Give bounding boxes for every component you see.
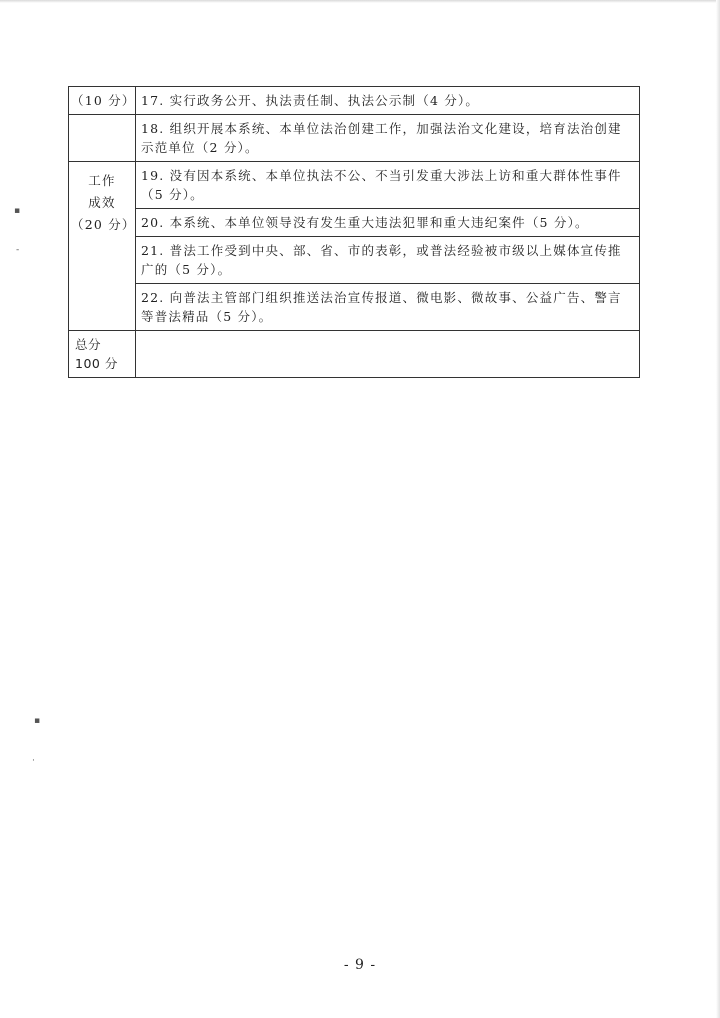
category-cell-empty <box>69 115 136 162</box>
score-table <box>68 86 640 378</box>
category-score: （20 分） <box>71 217 136 232</box>
table-row <box>69 87 640 115</box>
item-cell: 17. 实行政务公开、执法责任制、执法公示制（4 分）。 <box>136 87 640 115</box>
category-label-line: 成效 <box>88 195 116 210</box>
total-label: 总分 <box>75 337 102 352</box>
scan-speck: · <box>32 756 35 766</box>
page-top-edge <box>0 0 720 3</box>
page-right-edge <box>716 0 720 1018</box>
item-cell: 22. 向普法主管部门组织推送法治宣传报道、微电影、微故事、公益广告、警言等普法精品（5 分）。 <box>136 284 640 331</box>
total-row <box>69 331 640 378</box>
scan-speck: ▪ <box>14 206 21 216</box>
item-cell: 20. 本系统、本单位领导没有发生重大违法犯罪和重大违纪案件（5 分）。 <box>136 209 640 237</box>
table-row <box>69 284 640 331</box>
page-number: - 9 - <box>343 957 377 973</box>
table-row <box>69 162 640 209</box>
item-cell: 19. 没有因本系统、本单位执法不公、不当引发重大涉法上访和重大群体性事件（5 分）。 <box>136 162 640 209</box>
category-label: （10 分） <box>71 93 136 108</box>
scan-speck: - <box>16 245 20 255</box>
total-points: 100 分 <box>75 356 118 371</box>
category-label-line: 工作 <box>88 173 116 188</box>
item-cell: 21. 普法工作受到中央、部、省、市的表彰，或普法经验被市级以上媒体宣传推广的（5 分）。 <box>136 237 640 284</box>
table-row <box>69 237 640 284</box>
scan-speck: ▪ <box>34 716 41 726</box>
table-row <box>69 115 640 162</box>
category-cell-work-results <box>69 162 136 331</box>
table-row <box>69 209 640 237</box>
item-cell: 18. 组织开展本系统、本单位法治创建工作，加强法治文化建设，培育法治创建示范单位（2 分）。 <box>136 115 640 162</box>
category-cell-prev <box>69 87 136 115</box>
total-value-cell <box>136 331 640 378</box>
total-label-cell <box>69 331 136 378</box>
